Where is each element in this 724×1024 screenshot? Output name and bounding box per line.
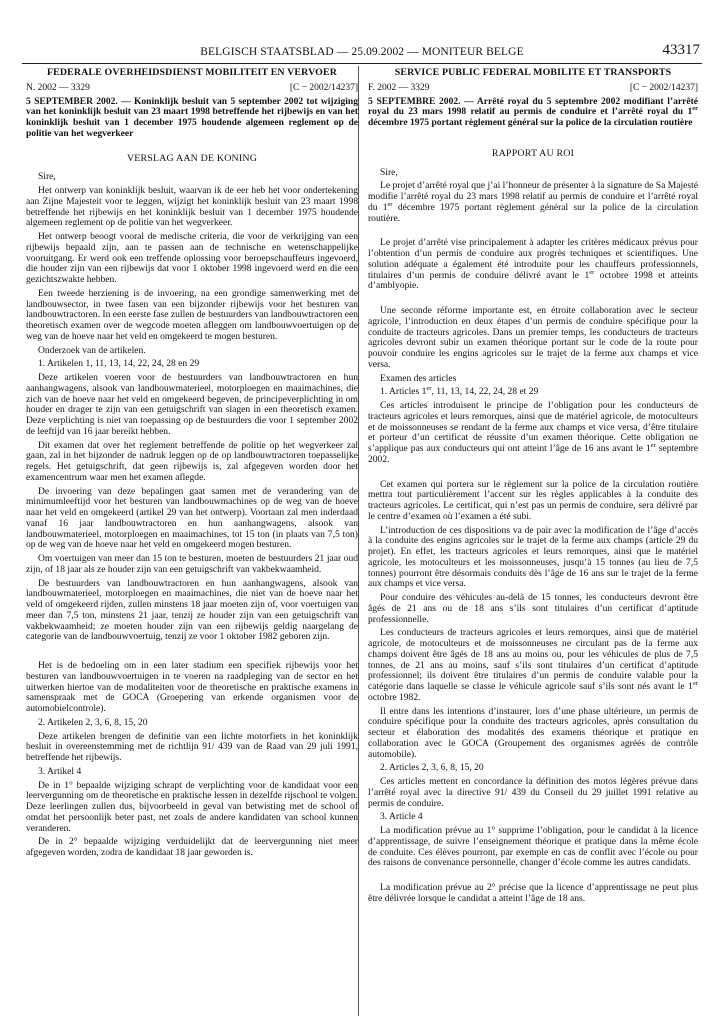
column-french: [368, 68, 698, 908]
section-label: Onderzoek van de artikelen.: [38, 344, 146, 356]
paragraph: Pour conduire des véhicules au-delà de 15 tonnes, les conducteurs devront être âgés de 21 ans ou de 18 ans s’ils sont titulaires d’un certificat d’aptitude professionnelle.: [368, 592, 698, 625]
report-heading: VERSLAG AAN DE KONING: [126, 152, 258, 164]
paragraph: Deze artikelen brengen de definitie van een lichte motorfiets in het koninklijk besluit in overeenstemming met de richtlijn 91/ 439 van de Raad van 29 juli 1991, betreffende het rijbewijs.: [26, 730, 358, 763]
paragraph: Het ontwerp van koninklijk besluit, waarvan ik de eer heb het voor ondertekening aan Zijne Majesteit voor te leggen, wijzigt het koninklijk besluit van 23 maart 1998 betreffende het rijbewijs en het koninklijk besluit van 1 december 1975 houdende algemeen reglement op de politie van het wegverkeer.: [26, 185, 358, 229]
paragraph: La modification prévue au 1° supprime l’obligation, pour le candidat à la licence d’apprentissage, de suivre l’enseignement théorique et pratique dans la même école de conduite. Ces élèves pourront, par exemple en cas de conflit avec l’école ou pour des raisons de convenance personnelle, changer d’école comme les autres candidats.: [368, 825, 698, 869]
paragraph: De in 1° bepaalde wijziging schrapt de verplichting voor de kandidaat voor een leervergunning om de theoretische en praktische lessen in dezelfde rijschool te volgen. Deze leerlingen zullen dus, bijvoorbeeld in geval van betwisting met de school of omdat het persoonlijk beter past, net zoals de andere kandidaten van school kunnen veranderen.: [26, 779, 358, 834]
paragraph: De in 2° bepaalde wijziging verduidelijkt dat de leervergunning niet meer afgegeven worden, zodra de kandidaat 18 jaar geworden is.: [26, 836, 358, 858]
salutation: Sire,: [38, 171, 56, 183]
paragraph: Dit examen dat over het reglement betreffende de politie op het wegverkeer zal gaan, zal in het bijzonder de nadruk leggen op de op landbouwtractoren toepasselijke regels. Het getuigschrift, dat geen rijbewijs is, zal afgegeven worden door het examencentrum waar men het examen aflegde.: [26, 439, 358, 483]
article-heading: 1. Artikelen 1, 11, 13, 14, 22, 24, 28 en 29: [38, 358, 200, 370]
paragraph: Le projet d’arrêté vise principalement à adapter les critères médicaux prévus pour l’obtention d’un permis de conduire aux progrès techniques et scientifiques. Une solution adéquate a également été introduite pour les chauffeurs professionnels, titulaires d’un permis de conduire délivré avant le 1er octobre 1998 et atteints d’amblyopie.: [368, 237, 698, 292]
paragraph: De invoering van deze bepalingen gaat samen met de verandering van de minimumleeftijd voor het besturen van landbouwmachines op de weg van de hoeve naar het veld en omgekeerd (artikel 29 van het ontwerp). Voortaan zal men inderdaad vanaf 16 jaar landbouwtractoren en hun aanhangwagens, alsook van landbouwmaterieel, motorploegen en maaimachines, tot 15 ton (in plaats van 7,5 ton) op de weg van de hoeve naar het veld en omgekeerd mogen besturen.: [26, 485, 358, 551]
paragraph: Ces articles mettent en concordance la définition des motos légères prévue dans l’arrêté royal avec la directive 91/ 439 du Conseil du 29 juillet 1991 relative au permis de conduire.: [368, 776, 698, 809]
report-heading: RAPPORT AU ROI: [491, 147, 575, 159]
paragraph: Deze artikelen voeren voor de bestuurders van landbouwtractoren en hun aanhangwagens, alsook van landbouwmaterieel, motorploegen en maaimachines, die zich van de hoeve naar het veld en omgekeerd begeven, de principeverplichting in om houder en drager te zijn van een getuigschrift van slagen in een theoretisch examen. Deze verplichting is niet van toepassing op de bestuurders die voor 1 september 2002 de leeftijd van 16 jaar bereikt hebben.: [26, 372, 358, 437]
reference-number: N. 2002 — 3329: [26, 82, 90, 93]
article-heading: 2. Artikelen 2, 3, 6, 8, 15, 20: [38, 716, 148, 728]
column-divider: [358, 66, 359, 1016]
paragraph: Ces articles introduisent le principe de l’obligation pour les conducteurs de tracteurs agricoles et leurs remorques, ainsi que de matériel agricole, de motoculteurs et de moissonneuses se rendant de la ferme aux champs et vice versa, d’être titulaire et porteur d’un certificat de réussite d’un examen théorique. Cette obligation ne s’applique pas aux conducteurs qui ont atteint l’âge de 16 ans avant le 1er septembre 2002.: [368, 400, 698, 465]
article-heading: 1. Articles 1er, 11, 13, 14, 22, 24, 28 et 29: [380, 385, 539, 398]
department-heading: SERVICE PUBLIC FEDERAL MOBILITE ET TRANSPORTS: [394, 67, 672, 78]
paragraph: Om voertuigen van meer dan 15 ton te besturen, moeten de bestuurders 21 jaar oud zijn, of 18 jaar als ze houder zijn van een getuigschrift van vakbekwaamheid.: [26, 553, 358, 575]
reference-code: [C − 2002/14237]: [629, 82, 698, 93]
paragraph: Het ontwerp beoogt vooral de medische criteria, die voor de verkrijging van een rijbewijs bepaald zijn, aan te passen aan de technische en wetenschappelijke vooruitgang. Er werd ook een treffende oplossing voor beroepschauffeurs ingevoerd, die houder zijn van een rijbewijs dat voor 1 oktober 1998 ingevoerd werd en die een gezichtszwakte hebben.: [26, 231, 358, 285]
paragraph: De bestuurders van landbouwtractoren en hun aanhangwagens, alsook van landbouwmaterieel, motorploegen en maaimachines, die niet van de hoeve naar het veld of omgekeerd rijden, zullen minstens 18 jaar moeten zijn of, voor voertuigen van meer dan 7,5 ton, minstens 21 jaar, tenzij ze houder zijn van een getuigschrift van vakbekwaamheid; ze moeten houder zijn van een rijbewijs geldig naargelang de categorie van de landbouwvoertuig, tenzij ze voor 1 oktober 1982 geboren zijn.: [26, 577, 358, 643]
reference-line: [26, 83, 358, 94]
salutation: Sire,: [380, 166, 398, 178]
article-heading: 2. Articles 2, 3, 6, 8, 15, 20: [380, 762, 484, 774]
paragraph: La modification prévue au 2° précise que la licence d’apprentissage ne peut plus être délivrée lorsque le candidat a atteint l’âge de 18 ans.: [368, 882, 698, 904]
page-number: 43317: [662, 42, 700, 58]
paragraph: Cet examen qui portera sur le règlement sur la police de la circulation routière mettra tout particulièrement l’accent sur les règles applicables à la conduite des tracteurs agricoles. Le certificat, qui n’est pas un permis de conduire, sera délivré par le centre d’examen où l’examen a été subi.: [368, 478, 698, 522]
reference-line: [368, 83, 698, 94]
running-header: [22, 42, 702, 62]
paragraph: Une seconde réforme importante est, en étroite collaboration avec le secteur agricole, l’introduction en deux étapes d’un permis de conduire spécifique pour la conduite de tracteurs agricoles. Dans un premier temps, les conducteurs de tracteurs agricoles devront subir un examen théorique portant sur le code de la route pour pouvoir conduire les engins agricoles sur le trajet de la ferme aux champs et vice versa.: [368, 305, 698, 370]
paragraph: Een tweede herziening is de invoering, na een grondige samenwerking met de landbouwsector, in twee fasen van een bijzonder rijbewijs voor het besturen van landbouwtractoren. In een eerste fase zullen de bestuurders van landbouwtractoren een theoretisch examen over de wegcode moeten afleggen om landbouwvoertuigen op de weg van de hoeve naar het veld en omgekeerd te mogen besturen.: [26, 287, 358, 342]
paragraph: Les conducteurs de tracteurs agricoles et leurs remorques, ainsi que de matériel agricole, de motoculteurs et de moissonneuses ne circulant pas de la ferme aux champs doivent être âgés de 18 ans au moins ou, pour les véhicules de plus de 7,5 tonnes, de 21 ans au moins, sauf s’ils sont titulaires d’un certificat d’aptitude professionnel; ils doivent être titulaires d’un permis de conduire valable pour la catégorie dans laquelle se classe le véhicule agricole sauf s’ils sont nés avant le 1er octobre 1982.: [368, 627, 698, 703]
paragraph: Il entre dans les intentions d’instaurer, lors d’une phase ultérieure, un permis de conduire spécifique pour la conduite des tracteurs agricoles, après consultation du secteur et élaboration des modalités des examens théorique et pratique en collaboration avec le GOCA (Groupement des organismes agréés de contrôle automobile).: [368, 705, 698, 760]
reference-number: F. 2002 — 3329: [368, 82, 430, 93]
paragraph: L’introduction de ces dispositions va de pair avec la modification de l’âge d’accès à la conduite des engins agricoles sur le trajet de la ferme aux champs (article 29 du projet). En effet, les tracteurs agricoles et leurs remorques, ainsi que le matériel agricole, les motoculteurs et les moissonneuses, jusqu’à 15 tonnes (au lieu de 7,5 tonnes) pourront être désormais conduits dès l’âge de 16 ans sur le trajet de la ferme aux champs et vice versa.: [368, 524, 698, 590]
paragraph: Het is de bedoeling om in een later stadium een specifiek rijbewijs voor het besturen van landbouwvoertuigen in te voeren na raadpleging van de sector en het uitwerken hiertoe van de modaliteiten voor de theoretische en praktische examens in samenspraak met de GOCA (Groepering van erkende organismen voor de automobielcontrole).: [26, 660, 358, 714]
section-label: Examen des articles: [380, 372, 457, 384]
reference-code: [C − 2002/14237]: [289, 82, 358, 93]
running-title: BELGISCH STAATSBLAD — 25.09.2002 — MONITEUR BELGE: [200, 46, 524, 58]
department-heading: FEDERALE OVERHEIDSDIENST MOBILITEIT EN VERVOER: [46, 67, 338, 78]
decree-title: 5 SEPTEMBER 2002. — Koninklijk besluit van 5 september 2002 tot wijziging van het koninklijk besluit van 23 maart 1998 betreffende het rijbewijs en van het koninklijk besluit van 1 december 1975 houdende algemeen reglement op de politie van het wegverkeer: [26, 95, 358, 139]
header-rule: [22, 63, 702, 64]
article-heading: 3. Artikel 4: [38, 765, 82, 777]
column-dutch: [26, 68, 358, 862]
decree-title: 5 SEPTEMBRE 2002. — Arrêté royal du 5 septembre 2002 modifiant l’arrêté royal du 23 mars 1998 relatif au permis de conduire et l’arrêté royal du 1er décembre 1975 portant règlement général sur la police de la circulation routière: [368, 95, 698, 128]
article-heading: 3. Article 4: [380, 811, 423, 823]
paragraph: Le projet d’arrêté royal que j’ai l’honneur de présenter à la signature de Sa Majesté modifie l’arrêté royal du 23 mars 1998 relatif au permis de conduire et l’arrêté royal du 1er décembre 1975 portant règlement général sur la police de la circulation routière.: [368, 180, 699, 224]
